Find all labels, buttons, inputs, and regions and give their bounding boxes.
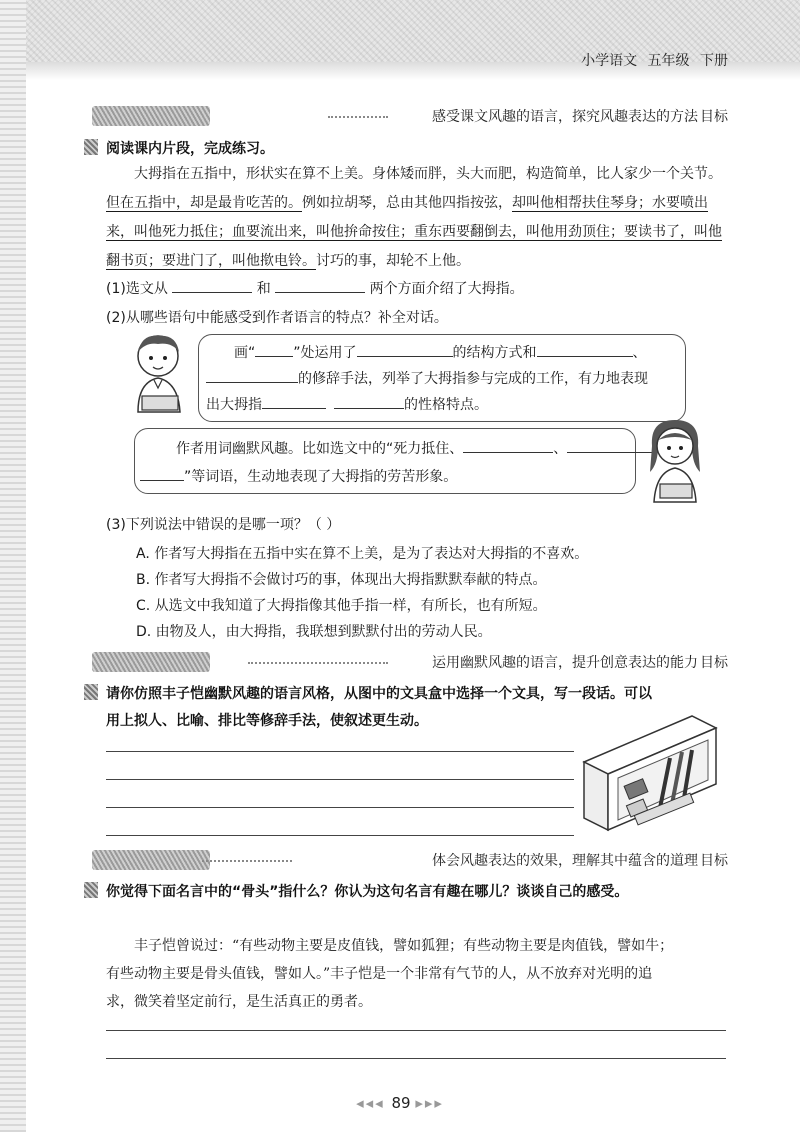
reading-passage (106, 160, 726, 276)
quote-line-2: 有些动物主要是骨头值钱，譬如人。”丰子恺是一个非常有气节的人，从不放弃对光明的追 (106, 966, 653, 982)
bubble2-text-c: ”等词语，生动地表现了大拇指的劳苦形象。 (184, 469, 458, 485)
section-3-goal: 体会风趣表达的效果，理解其中蕴含的道理 (432, 853, 698, 869)
page-header (581, 50, 728, 70)
q1-blank-2[interactable] (275, 278, 365, 293)
option-c[interactable]: C. 从选文中我知道了大拇指像其他手指一样，有所长，也有所短。 (136, 598, 547, 614)
section-3-goal-tag: 目标 (700, 853, 728, 869)
answer-line[interactable] (106, 779, 574, 780)
task-text: 阅读课内片段，完成练习。 (106, 141, 274, 157)
task-text: 你觉得下面名言中的“骨头”指什么？你认为这句名言有趣在哪儿？谈谈自己的感受。 (106, 884, 629, 900)
bubble1-blank-3[interactable] (537, 342, 633, 357)
question-3: (3)下列说法中错误的是哪一项？（ ） (106, 517, 341, 533)
section-3-badge (92, 850, 210, 870)
section-2-goal-tag: 目标 (700, 655, 728, 671)
bubble1-line3 (206, 394, 488, 414)
q1-text-c: 两个方面介绍了大拇指。 (369, 281, 524, 297)
bubble2-text-a: 作者用词幽默风趣。比如选文中的“死力抵住、 (176, 441, 464, 457)
section-2-goal: 运用幽默风趣的语言，提升创意表达的能力 (432, 655, 698, 671)
section-2-task-line1 (106, 683, 652, 703)
passage-sentence-4: 却叫他相帮扶住琴身；水要喷出来，叫他死力抵住；血要流出来，叫他拚命按住；重东西要翻倒去，叫他用劲顶住；要读书了，叫他翻书页；要进门了，叫他揿电铃。 (106, 195, 722, 269)
page-number-arrows-right-icon: ▸▸▸ (415, 1094, 444, 1112)
quote-line-1: 丰子恺曾说过：“有些动物主要是皮值钱，譬如狐狸；有些动物主要是肉值钱，譬如牛； (134, 938, 674, 954)
section-1-goal-tag: 目标 (700, 109, 728, 125)
passage-sentence-1: 大拇指在五指中，形状实在算不上美。身体矮而胖，头大而肥，构造简单，比人家少一个关节。 (134, 166, 722, 182)
bubble1-text-f: 出大拇指 (206, 397, 262, 413)
section-1-goal: 感受课文风趣的语言，探究风趣表达的方法 (432, 109, 698, 125)
bubble2-text-b: 、 (553, 441, 568, 457)
option-b[interactable]: B. 作者写大拇指不会做讨巧的事，体现出大拇指默默奉献的特点。 (136, 572, 547, 588)
page-number-value: 89 (391, 1094, 411, 1112)
section-1-badge (92, 106, 210, 126)
section-2-badge (92, 652, 210, 672)
bubble1-blank-2[interactable] (357, 342, 453, 357)
section-divider (202, 860, 292, 862)
section-2-bar (92, 652, 728, 674)
bubble2-blank-3[interactable] (140, 466, 184, 481)
bubble1-text-c: 的结构方式和 (452, 345, 537, 361)
section-1-bar (92, 106, 728, 128)
answer-line[interactable] (106, 751, 574, 752)
task-text: 请你仿照丰子恺幽默风趣的语言风格，从图中的文具盒中选择一个文具，写一段话。可以 (106, 686, 652, 702)
bubble2-blank-1[interactable] (463, 438, 553, 453)
scan-edge (0, 0, 26, 1132)
section-divider (248, 662, 388, 664)
section-3-task (106, 881, 628, 901)
pencil-case-illustration (574, 706, 724, 836)
task-marker-icon (84, 882, 98, 898)
quote-line-3: 求，微笑着坚定前行，是生活真正的勇者。 (106, 994, 372, 1010)
task-marker-icon (84, 139, 98, 155)
bubble1-line1 (214, 342, 647, 362)
bubble1-text-d: 、 (632, 345, 647, 361)
bubble1-line2 (206, 368, 648, 388)
bubble1-text-b: ”处运用了 (293, 345, 357, 361)
bubble1-blank-7[interactable] (334, 394, 404, 409)
passage-sentence-2: 但在五指中，却是最肯吃苦的。 (106, 195, 302, 211)
quote-passage (106, 932, 726, 1016)
answer-line[interactable] (106, 807, 574, 808)
task-marker-icon (84, 684, 98, 700)
section-1-task (106, 138, 274, 158)
question-1 (106, 278, 524, 298)
section-2-task-line2: 用上拟人、比喻、排比等修辞手法，使叙述更生动。 (106, 713, 428, 729)
passage-sentence-5: 讨巧的事，却轮不上他。 (316, 253, 470, 269)
bubble1-text-g: 的性格特点。 (404, 397, 488, 413)
bubble2-line1 (176, 438, 657, 458)
answer-line[interactable] (106, 1030, 726, 1031)
header-subject: 小学语文 (581, 53, 638, 69)
bubble1-blank-4[interactable] (206, 368, 298, 383)
option-d[interactable]: D. 由物及人，由大拇指，我联想到默默付出的劳动人民。 (136, 624, 492, 640)
girl-reading-illustration (640, 416, 710, 504)
page-number-arrows-left-icon: ◂◂◂ (356, 1094, 392, 1112)
q1-text-a: (1)选文从 (106, 281, 168, 297)
answer-line[interactable] (106, 1058, 726, 1059)
passage-sentence-3: 例如拉胡琴，总由其他四指按弦， (302, 195, 512, 211)
q1-text-b: 和 (256, 281, 271, 297)
answer-line[interactable] (106, 835, 574, 836)
section-divider (328, 116, 388, 118)
header-grade: 五年级 (647, 53, 690, 69)
bubble1-blank-5[interactable] (262, 394, 326, 409)
option-a[interactable]: A. 作者写大拇指在五指中实在算不上美，是为了表达对大拇指的不喜欢。 (136, 546, 589, 562)
q1-blank-1[interactable] (172, 278, 252, 293)
bubble1-text-a: 画“ (234, 345, 256, 361)
header-term: 下册 (700, 53, 728, 69)
question-2: (2)从哪些语句中能感受到作者语言的特点？补全对话。 (106, 310, 448, 326)
bubble2-line2 (140, 466, 457, 486)
bubble1-text-e: 的修辞手法，列举了大拇指参与完成的工作，有力地表现 (298, 371, 648, 387)
page-number (0, 1094, 800, 1112)
section-3-bar (92, 850, 728, 872)
boy-reading-illustration (124, 330, 194, 416)
bubble1-blank-1[interactable] (255, 342, 293, 357)
